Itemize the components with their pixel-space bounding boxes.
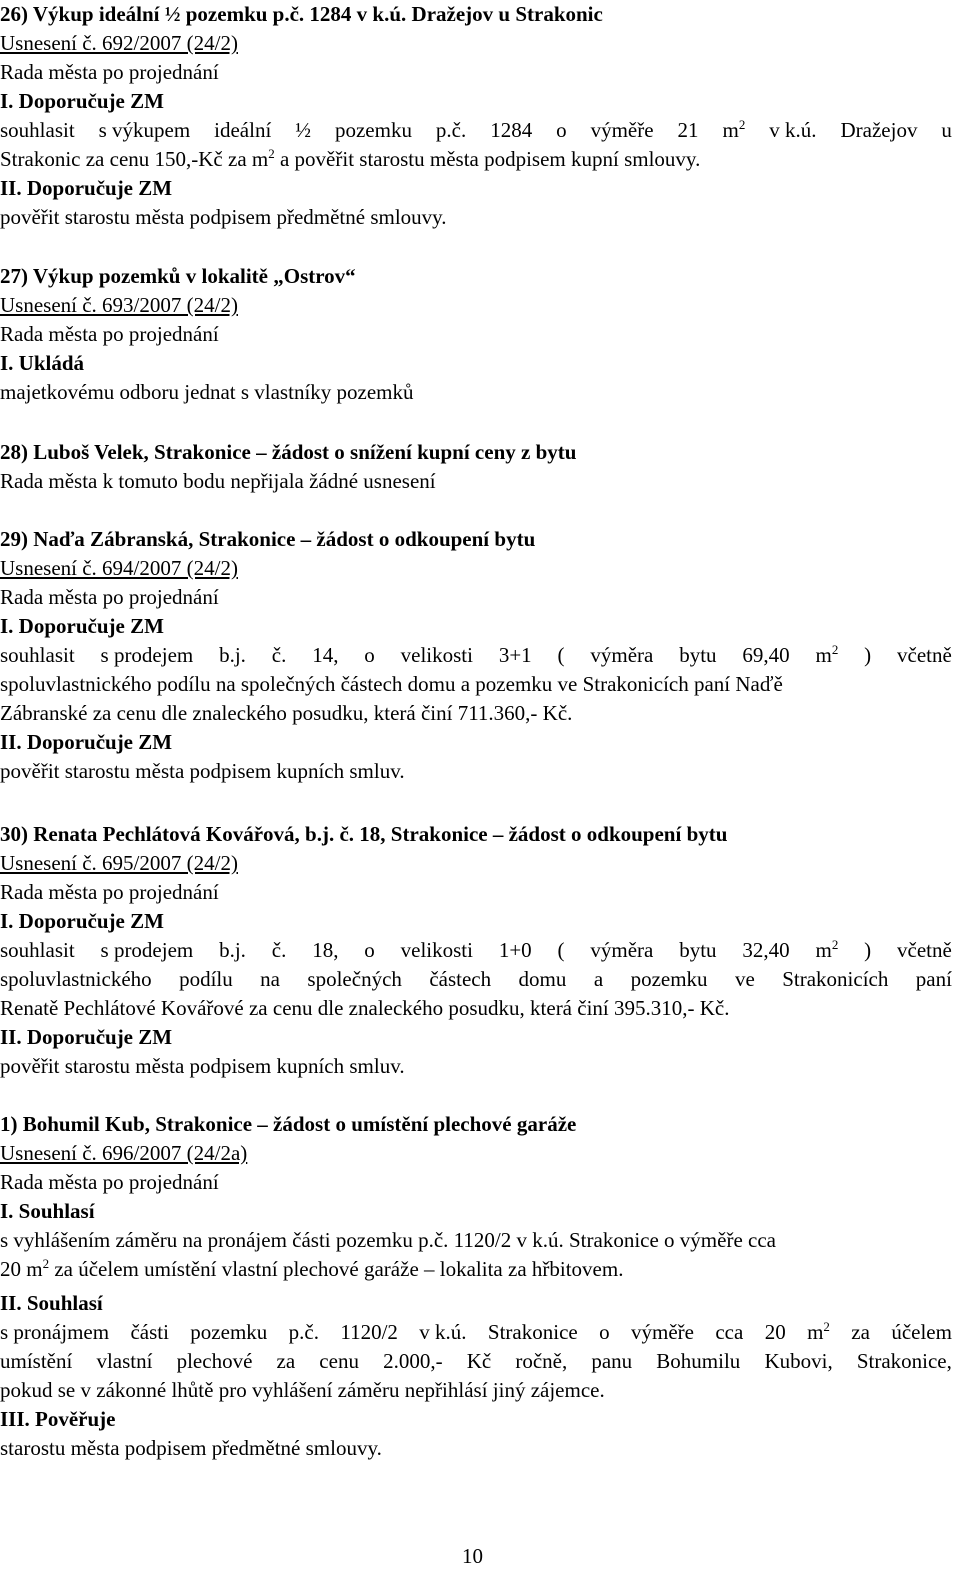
word: o xyxy=(364,643,375,667)
word: Bohumilu xyxy=(656,1349,741,1373)
word: č. xyxy=(271,938,287,962)
word: s prodejem xyxy=(100,938,194,962)
word: pozemku xyxy=(190,1320,268,1344)
section-29-title: 29) Naďa Zábranská, Strakonice – žádost o odkoupení bytu xyxy=(0,527,536,551)
word: Kč xyxy=(466,1349,492,1373)
word: částech xyxy=(429,967,492,991)
word: pozemku xyxy=(630,967,708,991)
word: o xyxy=(599,1320,610,1344)
resolution-692: Usnesení č. 692/2007 (24/2) xyxy=(0,31,238,55)
word: b.j. xyxy=(219,938,246,962)
word: p.č. xyxy=(288,1320,319,1344)
s27-body: majetkovému odboru jednat s vlastníky pozemků xyxy=(0,380,414,404)
s29-body-line-3: Zábranské za cenu dle znaleckého posudku, která činí 711.360,- Kč. xyxy=(0,701,573,725)
word: 2.000,- xyxy=(383,1349,443,1373)
heading-doporucuje-1: I. Doporučuje ZM xyxy=(0,89,164,113)
word: 3+1 xyxy=(498,643,532,667)
word: části xyxy=(130,1320,169,1344)
word: účelem xyxy=(891,1320,952,1344)
s31-body-2-line-3: pokud se v zákonné lhůtě pro vyhlášení záměru nepřihlásí jiný zájemce. xyxy=(0,1378,605,1402)
s26-body-2: pověřit starostu města podpisem předmětné smlouvy. xyxy=(0,205,447,229)
word: souhlasit xyxy=(0,643,75,667)
word: domu xyxy=(518,967,567,991)
section-26-title: 26) Výkup ideální ½ pozemku p.č. 1284 v k.ú. Dražejov u Strakonic xyxy=(0,2,603,26)
word: výměře xyxy=(630,1320,694,1344)
heading-poveruje: III. Pověřuje xyxy=(0,1407,116,1431)
s31-body-3: starostu města podpisem předmětné smlouvy. xyxy=(0,1436,382,1460)
word: souhlasit xyxy=(0,938,75,962)
word: bytu xyxy=(679,938,717,962)
word: Kubovi, xyxy=(764,1349,833,1373)
word: za xyxy=(851,1320,870,1344)
word: spoluvlastnického xyxy=(0,967,152,991)
unit-m2: $m^2$ xyxy=(815,937,839,962)
section-1-title: 1) Bohumil Kub, Strakonice – žádost o umístění plechové garáže xyxy=(0,1112,577,1136)
word: společných xyxy=(307,967,402,991)
s26-body-line-1 xyxy=(0,116,952,145)
heading-souhlasi-1: I. Souhlasí xyxy=(0,1199,95,1223)
rada-line: Rada města po projednání xyxy=(0,60,219,84)
rada-line: Rada města po projednání xyxy=(0,585,219,609)
unit-m2: $m^2$ xyxy=(815,642,839,667)
heading-doporucuje-2: II. Doporučuje ZM xyxy=(0,730,173,754)
s30-body-line-3: Renatě Pechlátové Kovářové za cenu dle znaleckého posudku, která činí 395.310,- Kč. xyxy=(0,996,730,1020)
word: ročně, xyxy=(515,1349,568,1373)
word: p.č. xyxy=(435,118,467,142)
s29-body-line-1 xyxy=(0,641,952,670)
word: ( xyxy=(557,643,565,667)
s31-body-2-line-2 xyxy=(0,1347,952,1376)
word: vlastní xyxy=(96,1349,153,1373)
word: umístění xyxy=(0,1349,73,1373)
resolution-696: Usnesení č. 696/2007 (24/2a) xyxy=(0,1141,248,1165)
word: výměra xyxy=(590,938,654,962)
word: 1+0 xyxy=(498,938,532,962)
word: výměra xyxy=(590,643,654,667)
word: Dražejov xyxy=(840,118,918,142)
word: 1120/2 xyxy=(340,1320,398,1344)
word: s pronájmem xyxy=(0,1320,110,1344)
word: v k.ú. xyxy=(769,118,817,142)
rada-line: Rada města po projednání xyxy=(0,880,219,904)
s28-note: Rada města k tomuto bodu nepřijala žádné usnesení xyxy=(0,469,436,493)
s31-body-line-1: s vyhlášením záměru na pronájem části pozemku p.č. 1120/2 v k.ú. Strakonice o výměře cca xyxy=(0,1228,776,1252)
word: ) xyxy=(864,938,872,962)
word: bytu xyxy=(679,643,717,667)
heading-souhlasi-2: II. Souhlasí xyxy=(0,1291,103,1315)
word: 21 xyxy=(677,118,699,142)
word: o xyxy=(364,938,375,962)
s30-body-line-1 xyxy=(0,936,952,965)
heading-doporucuje-2: II. Doporučuje ZM xyxy=(0,1025,173,1049)
word: s prodejem xyxy=(100,643,194,667)
word: o xyxy=(556,118,567,142)
word: plechové xyxy=(176,1349,253,1373)
s31-body-2-line-1 xyxy=(0,1318,952,1347)
word: za xyxy=(276,1349,296,1373)
s29-body-2: pověřit starostu města podpisem kupních smluv. xyxy=(0,759,405,783)
heading-uklada: I. Ukládá xyxy=(0,351,85,375)
word: ( xyxy=(557,938,565,962)
heading-doporucuje-1: I. Doporučuje ZM xyxy=(0,909,164,933)
section-30-title: 30) Renata Pechlátová Kovářová, b.j. č. 18, Strakonice – žádost o odkoupení bytu xyxy=(0,822,728,846)
resolution-695: Usnesení č. 695/2007 (24/2) xyxy=(0,851,238,875)
word: 1284 xyxy=(490,118,533,142)
word: Strakonicích xyxy=(782,967,889,991)
word: ) xyxy=(864,643,872,667)
rada-line: Rada města po projednání xyxy=(0,1170,219,1194)
word: č. xyxy=(271,643,287,667)
word: a xyxy=(593,967,604,991)
word: podílu xyxy=(179,967,233,991)
section-27-title: 27) Výkup pozemků v lokalitě „Ostrov“ xyxy=(0,264,356,288)
word: 20 xyxy=(764,1320,786,1344)
heading-doporucuje-2: II. Doporučuje ZM xyxy=(0,176,173,200)
word: souhlasit xyxy=(0,118,75,142)
section-28-title: 28) Luboš Velek, Strakonice – žádost o snížení kupní ceny z bytu xyxy=(0,440,577,464)
s31-body-line-2: 20 $m^2$ za účelem umístění vlastní plechové garáže – lokalita za hřbitovem. xyxy=(0,1256,624,1281)
page-number: 10 xyxy=(462,1544,483,1568)
word: cca xyxy=(715,1320,744,1344)
s29-body-line-2: spoluvlastnického podílu na společných částech domu a pozemku ve Strakonicích paní Naďě xyxy=(0,672,783,696)
unit-m2: $m^2$ xyxy=(722,117,746,142)
s30-body-line-2 xyxy=(0,965,952,994)
word: na xyxy=(260,967,280,991)
word: 14, xyxy=(312,643,339,667)
word: Strakonice, xyxy=(856,1349,952,1373)
word: ½ xyxy=(295,118,312,142)
s26-body-line-2: Strakonic za cenu 150,-Kč za $m^2$ a pověřit starostu města podpisem kupní smlouvy. xyxy=(0,146,701,171)
word: v k.ú. xyxy=(419,1320,467,1344)
word: včetně xyxy=(897,643,952,667)
resolution-693: Usnesení č. 693/2007 (24/2) xyxy=(0,293,238,317)
word: výměře xyxy=(590,118,654,142)
heading-doporucuje-1: I. Doporučuje ZM xyxy=(0,614,164,638)
word: velikosti xyxy=(400,643,473,667)
word: cenu xyxy=(319,1349,359,1373)
unit-m2: $m^2$ xyxy=(807,1319,830,1344)
word: velikosti xyxy=(400,938,473,962)
word: 18, xyxy=(312,938,339,962)
word: pozemku xyxy=(334,118,412,142)
word: b.j. xyxy=(219,643,246,667)
word: u xyxy=(941,118,952,142)
word: Strakonice xyxy=(487,1320,578,1344)
resolution-694: Usnesení č. 694/2007 (24/2) xyxy=(0,556,238,580)
rada-line: Rada města po projednání xyxy=(0,322,219,346)
word: ideální xyxy=(214,118,272,142)
word: s výkupem xyxy=(98,118,191,142)
s30-body-2: pověřit starostu města podpisem kupních smluv. xyxy=(0,1054,405,1078)
word: paní xyxy=(915,967,952,991)
word: včetně xyxy=(897,938,952,962)
word: 69,40 xyxy=(742,643,790,667)
word: ve xyxy=(734,967,755,991)
word: 32,40 xyxy=(742,938,790,962)
word: panu xyxy=(591,1349,633,1373)
